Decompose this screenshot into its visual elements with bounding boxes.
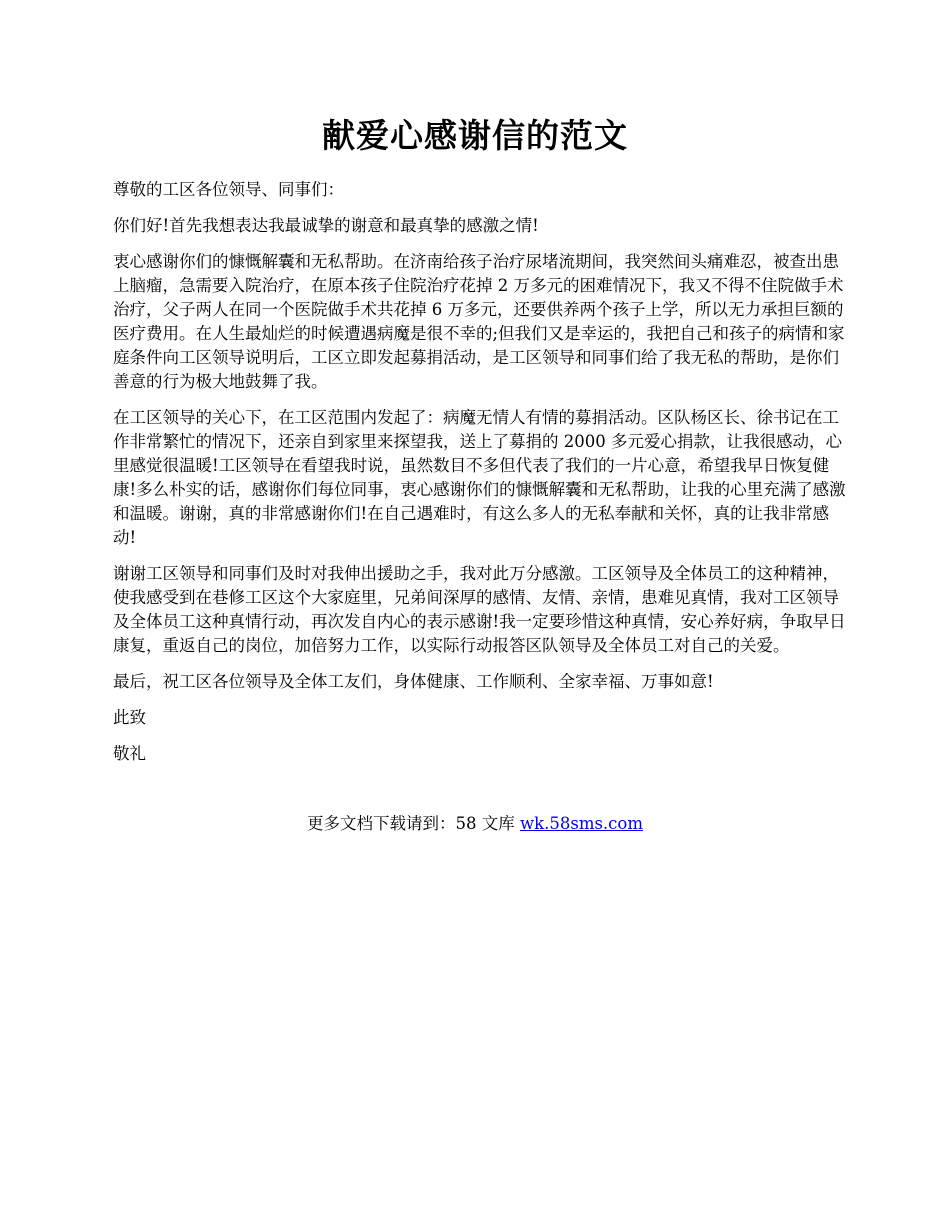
footer-text: 更多文档下载请到：58 文库 bbox=[306, 814, 520, 833]
salutation: 尊敬的工区各位领导、同事们： bbox=[113, 180, 344, 199]
closing-wishes: 最后，祝工区各位领导及全体工友们，身体健康、工作顺利、全家幸福、万事如意! bbox=[113, 672, 714, 691]
closing-phrase: 此致 bbox=[113, 708, 146, 727]
document-title: 献爱心感谢信的范文 bbox=[322, 116, 628, 155]
footer-link[interactable]: wk.58sms.com bbox=[519, 814, 643, 833]
download-footer bbox=[0, 812, 950, 836]
body-paragraph: 衷心感谢你们的慷慨解囊和无私帮助。在济南给孩子治疗尿堵流期间，我突然间头痛难忍，被查出患上脑瘤，急需要入院治疗，在原本孩子住院治疗花掉 2 万多元的困难情况下，我又不得不住院做手术治疗，父子两人在同一个医院做手术共花掉 6 万多元，还要供养两个孩子上学，所以无力承担巨额的医疗费用。在人生最灿烂的时候遭遇病魔是很不幸的;但我们又是幸运的，我把自己和孩子的病情和家庭条件向工区领导说明后，工区立即发起募捐活动，是工区领导和同事们给了我无私的帮助，是你们善意的行为极大地鼓舞了我。 bbox=[113, 252, 845, 391]
closing-salute: 敬礼 bbox=[113, 744, 146, 763]
greeting-paragraph: 你们好!首先我想表达我最诚挚的谢意和最真挚的感激之情! bbox=[113, 216, 539, 235]
letter-body bbox=[113, 178, 848, 778]
body-paragraph: 谢谢工区领导和同事们及时对我伸出援助之手，我对此万分感激。工区领导及全体员工的这种精神，使我感受到在巷修工区这个大家庭里，兄弟间深厚的感情、友情、亲情，患难见真情，我对工区领导及全体员工这种真情行动，再次发自内心的表示感谢!我一定要珍惜这种真情，安心养好病，争取早日康复，重返自己的岗位，加倍努力工作，以实际行动报答区队领导及全体员工对自己的关爱。 bbox=[113, 564, 846, 655]
body-paragraph: 在工区领导的关心下，在工区范围内发起了：病魔无情人有情的募捐活动。区队杨区长、徐书记在工作非常繁忙的情况下，还亲自到家里来探望我，送上了募捐的 2000 多元爱心捐款，让我很感动，心里感觉很温暖!工区领导在看望我时说，虽然数目不多但代表了我们的一片心意，希望我早日恢复健康!多么朴实的话，感谢你们每位同事，衷心感谢你们的慷慨解囊和无私帮助，让我的心里充满了感激和温暖。谢谢，真的非常感谢你们!在自己遇难时，有这么多人的无私奉献和关怀，真的让我非常感动! bbox=[113, 408, 846, 547]
